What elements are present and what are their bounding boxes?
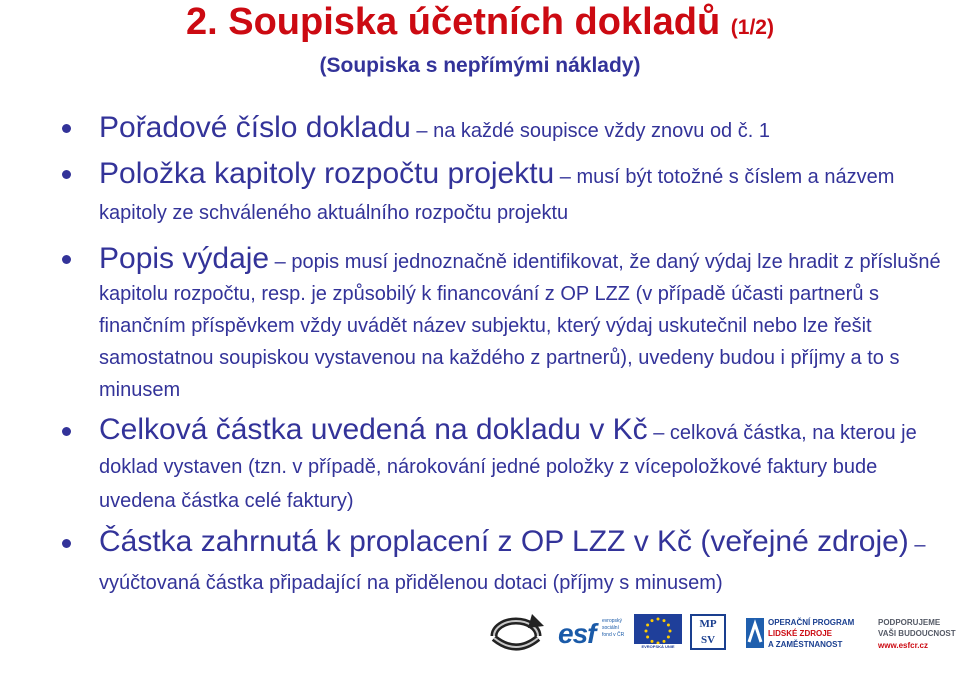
esf-logo-small-3: fond v ČR: [602, 632, 625, 638]
podporujeme-logo: [878, 618, 960, 652]
bullet-dot: [62, 170, 71, 179]
bullet-desc: – celková částka, na kterou je doklad vystaven (tzn. v případě, nárokování jedné položky z vícepoložkové faktury bude uvedena částka celé faktury): [99, 422, 917, 512]
op-lzz-line-1: OPERAČNÍ PROGRAM: [768, 618, 855, 627]
esf-logo-small-2: sociální: [602, 625, 619, 631]
mpsv-logo: [690, 614, 726, 650]
mpsv-logo-line-2: SV: [700, 634, 716, 646]
bullet-dot: [62, 124, 71, 133]
slide-title: [0, 0, 960, 50]
op-lzz-logo: [746, 614, 866, 654]
bullet-item: [62, 110, 947, 151]
bullet-lead: Položka kapitoly rozpočtu projektu: [99, 157, 555, 190]
curved-arrow-icon: [486, 606, 546, 656]
bullet-desc: – musí být totožné s číslem a názvem kapitoly ze schváleného aktuálního rozpočtu projektu: [99, 166, 895, 224]
bullet-item: [62, 413, 947, 519]
slide-subtitle: (Soupiska s nepřímými náklady): [319, 54, 641, 77]
bullet-lead: Celková částka uvedená na dokladu v Kč: [99, 413, 648, 446]
podporujeme-line-1: PODPORUJEME: [878, 618, 941, 627]
esf-logo-small-1: evropský: [602, 618, 623, 624]
eu-flag-icon: [634, 614, 682, 650]
bullet-list: [62, 110, 947, 603]
mpsv-logo-line-1: MP: [699, 618, 717, 630]
bullet-desc: – na každé soupisce vždy znovu od č. 1: [410, 120, 770, 142]
op-lzz-emblem-icon: [746, 618, 764, 648]
bullet-dot: [62, 539, 71, 548]
op-lzz-line-2: LIDSKÉ ZDROJE: [768, 629, 833, 638]
podporujeme-line-2: VAŠI BUDOUCNOST: [878, 629, 956, 638]
esf-logo: [558, 614, 626, 654]
op-lzz-line-3: A ZAMĚSTNANOST: [768, 640, 843, 649]
bullet-item: [62, 523, 947, 603]
eu-flag-caption: EVROPSKÁ UNIE: [634, 644, 682, 650]
bullet-desc: – popis musí jednoznačně identifikovat, že daný výdaj lze hradit z příslušné kapitolu rozpočtu, resp. je způsobilý k financování z OP LZZ (v případě účasti partnerů s finančním příspěvkem vždy uvádět název subjektu, který výdaj uskutečnil nebo lze řešit samostatnou soupiskou vystavenou na každého z partnerů), uvedeny budou i příjmy a to s minusem: [99, 251, 941, 401]
bullet-dot: [62, 255, 71, 264]
esf-logo-text: esf: [558, 618, 596, 649]
bullet-lead: Pořadové číslo dokladu: [99, 111, 411, 144]
bullet-item: [62, 157, 947, 232]
bullet-desc: – vyúčtovaná částka připadající na přidělenou dotaci (příjmy s minusem): [99, 534, 926, 594]
slide-title-main: 2. Soupiska účetních dokladů: [186, 1, 721, 43]
bullet-dot: [62, 427, 71, 436]
bullet-lead: Částka zahrnutá k proplacení z OP LZZ v Kč (veřejné zdroje): [99, 525, 909, 558]
podporujeme-url: www.esfcr.cz: [878, 641, 928, 650]
slide-title-part: (1/2): [730, 16, 774, 39]
bullet-lead: Popis výdaje: [99, 242, 270, 275]
logo-strip: [486, 604, 960, 660]
bullet-item: [62, 243, 947, 407]
